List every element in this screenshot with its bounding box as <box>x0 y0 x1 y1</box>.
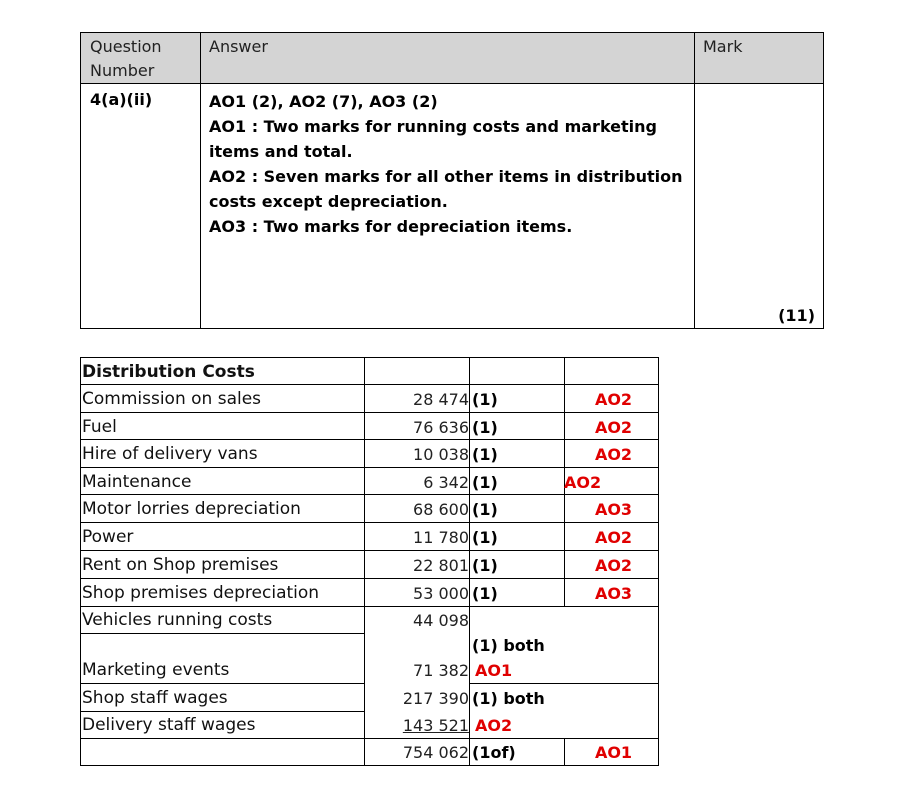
answer-line: costs except depreciation. <box>209 192 448 211</box>
row-mark: (1) <box>472 528 498 547</box>
answer-line: items and total. <box>209 142 353 161</box>
header-mark: Mark <box>703 37 743 56</box>
both-mark: (1) both <box>472 689 545 708</box>
mark-scheme-table <box>80 32 824 329</box>
header-question-number: Question Number <box>90 37 162 80</box>
row-label: Hire of delivery vans <box>82 444 258 464</box>
answer-line: AO2 : Seven marks for all other items in distribution <box>209 167 683 186</box>
row-amount: 6 342 <box>423 473 469 492</box>
row-mark: (1) <box>472 445 498 464</box>
row-label: Rent on Shop premises <box>82 555 279 575</box>
row-mark: (1) <box>472 390 498 409</box>
table-title: Distribution Costs <box>82 362 255 382</box>
row-ao: AO3 <box>594 584 633 603</box>
row-mark: (1) <box>472 556 498 575</box>
row-ao: AO2 <box>594 390 633 409</box>
answer-text <box>209 89 689 239</box>
row-ao: AO3 <box>594 500 633 519</box>
row-label: Power <box>82 527 134 547</box>
total-mark: (1of) <box>472 743 516 762</box>
row-ao: AO2 <box>594 528 633 547</box>
row-label: Delivery staff wages <box>82 715 256 735</box>
total-ao: AO1 <box>594 743 633 762</box>
distribution-costs-table <box>80 357 659 766</box>
row-amount: 44 098 <box>413 611 469 630</box>
row-mark: (1) <box>472 418 498 437</box>
row-mark: (1) <box>472 584 498 603</box>
row-label: Commission on sales <box>82 389 262 409</box>
row-ao: AO2 <box>564 473 602 492</box>
answer-line: AO1 : Two marks for running costs and marketing <box>209 117 657 136</box>
row-label: Shop staff wages <box>82 688 228 708</box>
row-mark: (1) <box>472 500 498 519</box>
row-amount: 11 780 <box>413 528 469 547</box>
row-ao: AO1 <box>475 661 513 680</box>
row-amount: 22 801 <box>413 556 469 575</box>
row-label: Vehicles running costs <box>82 610 273 630</box>
row-label: Shop premises depreciation <box>82 583 320 603</box>
both-mark: (1) both <box>472 636 545 655</box>
header-answer: Answer <box>209 37 268 56</box>
total-amount: 754 062 <box>402 743 469 762</box>
answer-line: AO3 : Two marks for depreciation items. <box>209 217 573 236</box>
row-label: Maintenance <box>82 472 192 492</box>
row-ao: AO2 <box>594 445 633 464</box>
row-amount: 68 600 <box>413 500 469 519</box>
row-amount: 217 390 <box>402 689 469 708</box>
row-mark: (1) <box>472 473 498 492</box>
row-label: Marketing events <box>82 660 230 680</box>
question-number: 4(a)(ii) <box>90 90 153 109</box>
row-amount: 76 636 <box>413 418 469 437</box>
row-label: Fuel <box>82 417 117 437</box>
total-mark: (11) <box>778 306 815 325</box>
row-ao: AO2 <box>475 716 513 735</box>
row-amount: 28 474 <box>413 390 469 409</box>
row-label: Motor lorries depreciation <box>82 499 301 519</box>
answer-line: AO1 (2), AO2 (7), AO3 (2) <box>209 92 438 111</box>
row-ao: AO2 <box>594 556 633 575</box>
row-amount: 10 038 <box>413 445 469 464</box>
row-ao: AO2 <box>594 418 633 437</box>
row-amount: 143 521 <box>402 716 469 735</box>
row-amount: 53 000 <box>413 584 469 603</box>
row-amount: 71 382 <box>413 661 469 680</box>
